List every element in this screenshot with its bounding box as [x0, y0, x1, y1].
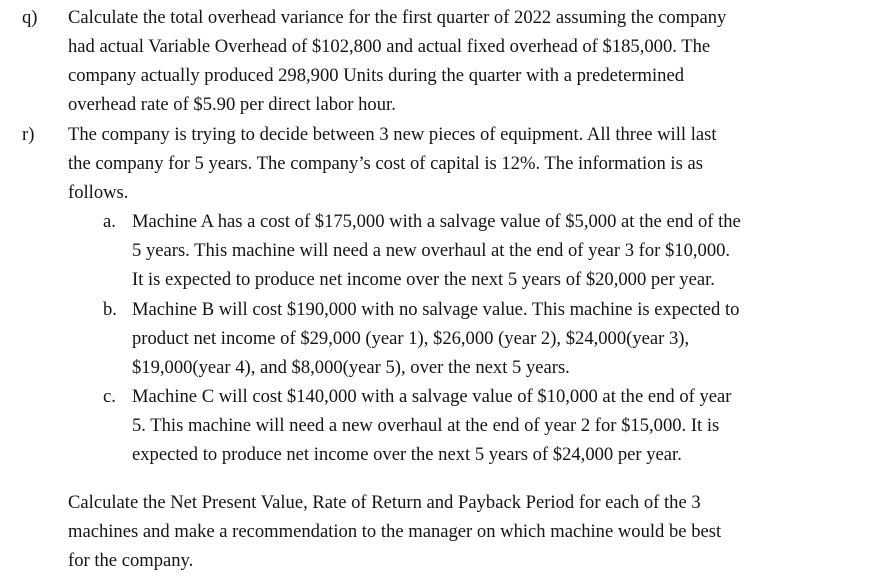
subitem-a-line: 5 years. This machine will need a new overhaul at the end of year 3 for $10,000. — [132, 240, 731, 261]
subitem-a-marker: a. — [103, 211, 116, 232]
subitem-a-line: Machine A has a cost of $175,000 with a salvage value of $5,000 at the end of the — [132, 211, 741, 232]
subitem-b-line: product net income of $29,000 (year 1), $26,000 (year 2), $24,000(year 3), — [132, 328, 690, 349]
question-q-marker: q) — [22, 7, 38, 28]
question-q-line: overhead rate of $5.90 per direct labor hour. — [68, 94, 396, 115]
subitem-b-marker: b. — [103, 299, 117, 320]
subitem-c-line: expected to produce net income over the next 5 years of $24,000 per year. — [132, 444, 682, 465]
subitem-b-line: $19,000(year 4), and $8,000(year 5), over the next 5 years. — [132, 357, 570, 378]
question-r-line: follows. — [68, 182, 129, 203]
question-q-line: had actual Variable Overhead of $102,800 and actual fixed overhead of $185,000. The — [68, 36, 711, 57]
question-q-line: Calculate the total overhead variance for the first quarter of 2022 assuming the company — [68, 7, 727, 28]
subitem-c-line: Machine C will cost $140,000 with a salvage value of $10,000 at the end of year — [132, 386, 732, 407]
question-r-line: The company is trying to decide between 3 new pieces of equipment. All three will last — [68, 124, 717, 145]
closing-instruction-line: machines and make a recommendation to the manager on which machine would be best — [68, 521, 722, 542]
closing-instruction-line: for the company. — [68, 550, 194, 571]
question-r-marker: r) — [22, 124, 35, 145]
subitem-c-marker: c. — [103, 386, 116, 407]
subitem-a-line: It is expected to produce net income over the next 5 years of $20,000 per year. — [132, 269, 715, 290]
subitem-c-line: 5. This machine will need a new overhaul at the end of year 2 for $15,000. It is — [132, 415, 720, 436]
question-q-line: company actually produced 298,900 Units during the quarter with a predetermined — [68, 65, 684, 86]
closing-instruction-line: Calculate the Net Present Value, Rate of Return and Payback Period for each of the 3 — [68, 492, 701, 513]
subitem-b-line: Machine B will cost $190,000 with no salvage value. This machine is expected to — [132, 299, 740, 320]
question-r-line: the company for 5 years. The company’s cost of capital is 12%. The information is as — [68, 153, 703, 174]
